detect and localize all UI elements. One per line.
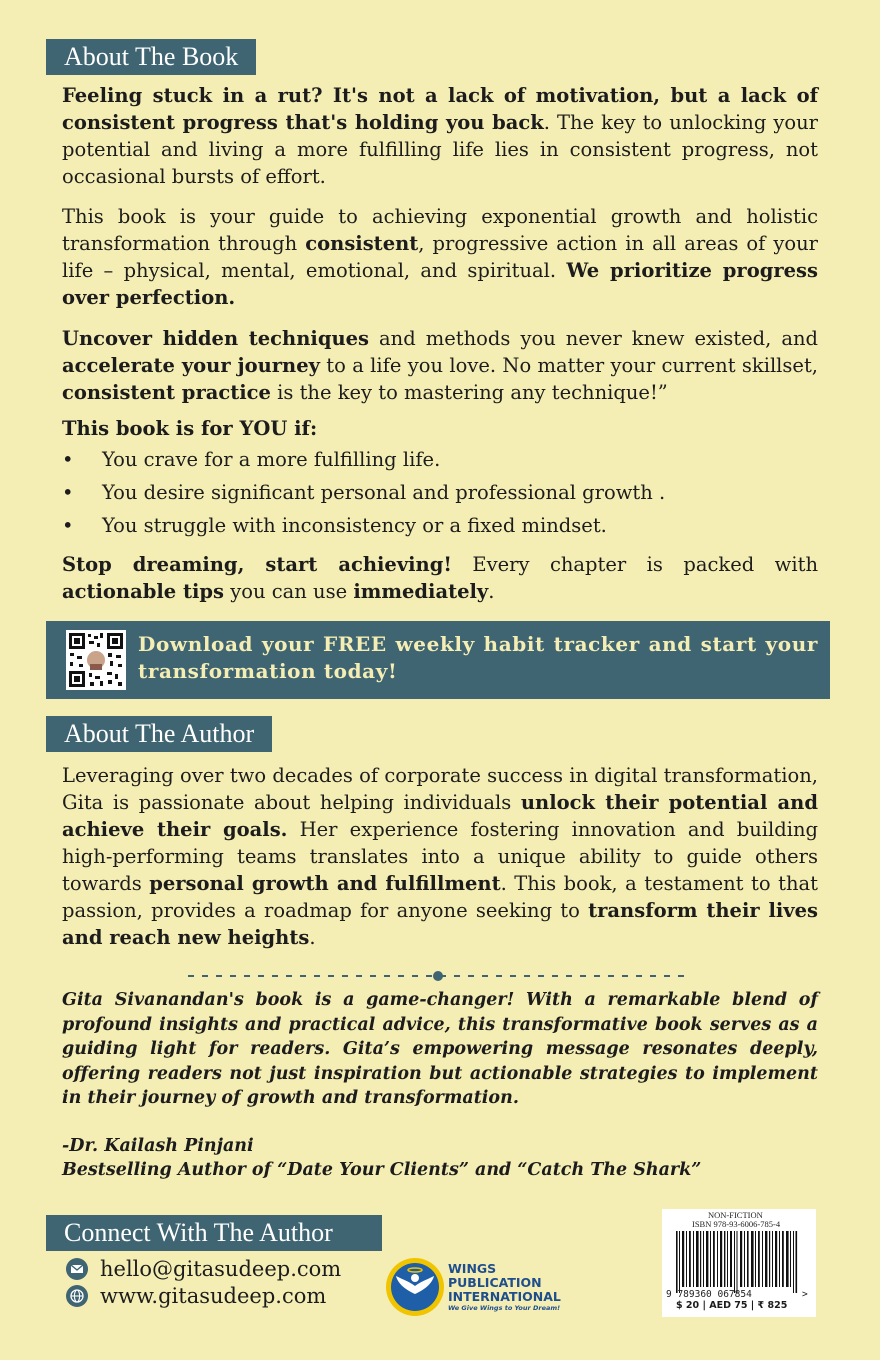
about-book-paragraph-2: This book is your guide to achieving exponential growth and holistic transformation through consistent, progressive action in all areas of your life – physical, mental, emotional, and spiritual. We prioritize progress over perfection. — [62, 205, 819, 309]
globe-icon — [66, 1285, 88, 1307]
about-book-paragraph-1 — [62, 82, 818, 190]
list-item: • You crave for a more fulfilling life. — [62, 448, 441, 471]
about-author-paragraph: Leveraging over two decades of corporate success in digital transformation, Gita is passionate about helping individuals unlock their potential and achieve their goals. Her experience fostering innovation and building high-performing teams translates into a unique ability to guide others towards personal growth and fulfillment. This book, a testament to that passion, provides a roadmap for anyone seeking to transform their lives and reach new heights. — [62, 764, 818, 949]
habit-tracker-banner — [46, 621, 830, 699]
banner-text: Download your FREE weekly habit tracker and start your transformation today! — [138, 632, 818, 683]
publisher-name: WINGS PUBLICATION INTERNATIONAL — [448, 1261, 561, 1304]
qr-code-icon[interactable] — [66, 630, 126, 690]
list-item: • You struggle with inconsistency or a fixed mindset. — [62, 514, 607, 537]
category-label: NON-FICTION — [708, 1210, 763, 1220]
about-author-header: About The Author — [46, 716, 272, 752]
barcode-digits: 9 789360 067854 > — [666, 1289, 808, 1300]
publisher-logo — [384, 1256, 584, 1318]
about-book-paragraph-3: Uncover hidden techniques and methods you never knew existed, and accelerate your journey to a life you love. No matter your current skillset, consistent practice is the key to mastering any technique!” — [62, 327, 818, 404]
barcode-box — [662, 1209, 816, 1317]
wings-logo-icon — [384, 1256, 446, 1318]
list-item: • You desire significant personal and professional growth . — [62, 481, 666, 504]
testimonial-quote: Gita Sivanandan's book is a game-changer! With a remarkable blend of profound insights and practical advice, this transformative book serves as a guiding light for readers. Gita’s empowering message resonates deeply, offering readers not just inspiration but actionable strategies to implement in their journey of growth and transformation. — [62, 990, 818, 1108]
dotted-divider — [188, 966, 692, 976]
envelope-icon — [66, 1258, 88, 1280]
about-book-header: About The Book — [46, 39, 256, 75]
about-book-paragraph-4: Stop dreaming, start achieving! Every chapter is packed with actionable tips you can use immediately. — [62, 553, 819, 603]
price-label: $ 20 | AED 75 | ₹ 825 — [676, 1300, 788, 1311]
website-row[interactable] — [66, 1284, 326, 1308]
isbn-label: ISBN 978-93-6006-785-4 — [692, 1219, 781, 1229]
publisher-tagline: We Give Wings to Your Dream! — [448, 1304, 561, 1312]
email-row[interactable] — [66, 1257, 341, 1281]
for-you-heading: This book is for YOU if: — [62, 417, 318, 440]
bullet-list — [62, 443, 818, 542]
connect-header: Connect With The Author — [46, 1215, 382, 1251]
bold-text: Feeling stuck in a rut? It's not a lack of motivation, but a lack of consistent progress that's holding you back — [62, 84, 818, 134]
website-link[interactable]: www.gitasudeep.com — [100, 1284, 327, 1308]
testimonial-author: -Dr. Kailash Pinjani — [62, 1136, 254, 1156]
text: . The key to unlocking your potential and living a more fulfilling life lies in consistent progress, not occasional bursts of effort. — [62, 111, 818, 188]
email-link[interactable]: hello@gitasudeep.com — [100, 1257, 342, 1281]
testimonial-author-title: Bestselling Author of “Date Your Clients” and “Catch The Shark” — [62, 1160, 702, 1180]
